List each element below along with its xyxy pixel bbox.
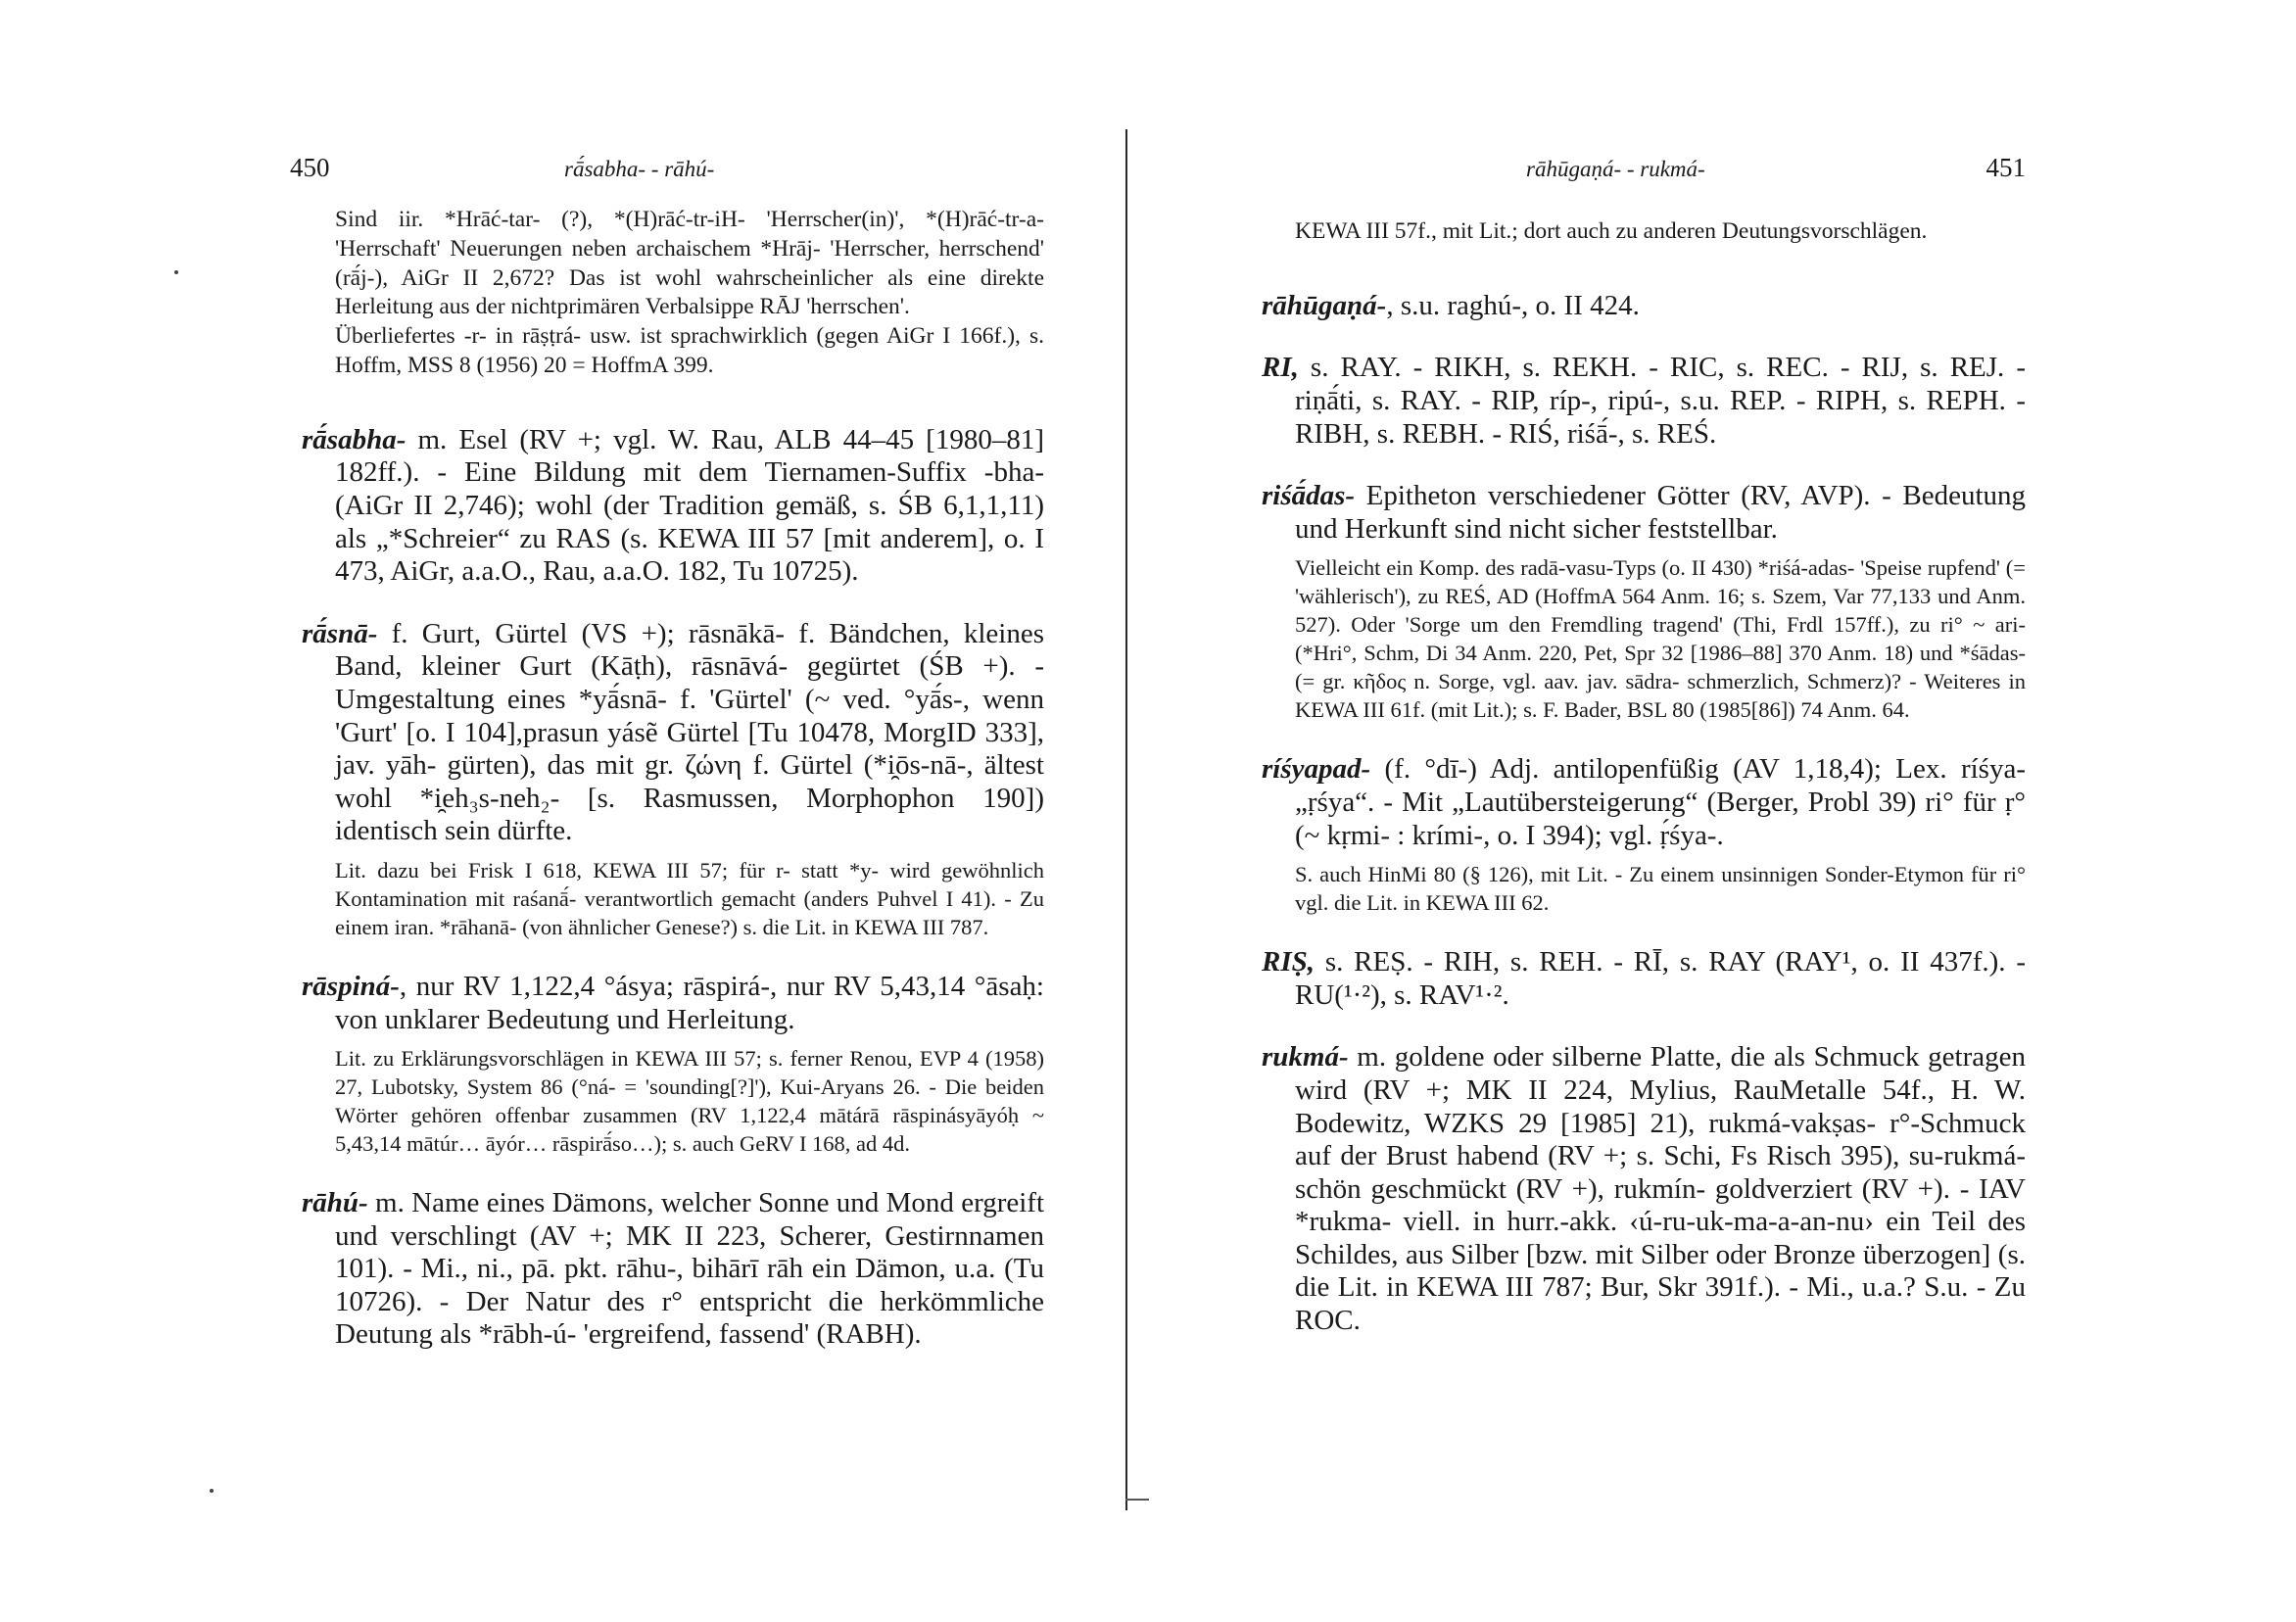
entry-text: f. Gurt, Gürtel (VS +); rāsnākā- f. Bändchen, kleines Band, kleiner Gurt (Kāṭh), rāsnāvá- gegürtet (ŚB +). - Umgestaltung eines *yā́snā- f. 'Gürtel' (~ ved. °yā́s-, wenn 'Gurt' [o. I 104],prasun yásẽ Gürtel [Tu 10478, MorgID 333], jav. yāh- gürten), das mit gr. ζώνη f. Gürtel (*i̯ōs-nā-, ältest wohl *i̯eh₃s-neh₂- [s. Rasmussen, Morphophon 190]) identisch sein dürfte. (335, 617, 1044, 847)
right-page-body (1262, 217, 2026, 1338)
entry-note: Lit. dazu bei Frisk I 618, KEWA III 57; für r- statt *y- wird gewöhnlich Kontamination mit raśanā́- verantwortlich gemacht (anders Puhvel I 41). - Zu einem iran. *rāhanā- (von ähnlicher Genese?) s. die Lit. in KEWA III 787. (335, 857, 1044, 939)
page-number: 450 (290, 153, 330, 182)
right-page-header (1262, 153, 2026, 192)
left-page-header (290, 153, 1044, 192)
entry-text: m. Name eines Dämons, welcher Sonne und Mond ergreift und verschlingt (AV +; MK II 223, Scherer, Gestirnnamen 101). - Mi., ni., pā. pkt. rāhu-, bihārī rāh ein Dämon, u.a. (Tu 10726). - Der Natur des r° entspricht die herkömmliche Deutung als *rābh-ú- 'ergreifend, fassend' (RABH). (335, 1187, 1044, 1351)
dictionary-entry (302, 1187, 1044, 1352)
entry-lemma: rā́snā- (302, 617, 378, 649)
scan-speck (174, 270, 178, 274)
continuation-paragraph: Sind iir. *Hrāć-tar- (?), *(H)rāć-tr-iH- 'Herrscher(in)', *(H)rāć-tr-a- 'Herrschaft' Neuerungen neben archaischem *Hrāj- 'Herrscher, herrschend' (rā́j-), AiGr II 2,672? Das ist wohl wahrscheinlicher als eine direkte Herleitung aus der nichtprimären Verbalsippe RĀJ 'herrschen'. (335, 207, 1044, 320)
running-head: rāhūgaṇá- - rukmá- (1526, 157, 1705, 181)
dictionary-entry (302, 618, 1044, 848)
entry-text: s. RAY. - RIKH, s. REKH. - RIC, s. REC. - RIJ, s. REJ. - riṇā́ti, s. RAY. - RIP, ríp-, ripú-, s.u. REP. - RIPH, s. REPH. - RIBH, s. REBH. - RIŚ, riśā́-, s. REŚ. (1295, 352, 2026, 450)
entry-note: Vielleicht ein Komp. des radā-vasu-Typs (o. II 430) *riśá-adas- 'Speise rupfend' (= 'wählerisch'), zu REŚ, AD (HoffmA 564 Anm. 16; s. Szem, Var 77,133 und Anm. 527). Oder 'Sorge um den Fremdling tragend' (Thi, Frdl 157ff.), zu ri° ~ ari- (*Hri°, Schm, Di 34 Anm. 220, Pet, Spr 32 [1986–88] 370 Anm. 18) und *śādas- (= gr. κῆδος n. Sorge, vgl. aav. jav. sādra- schmerzlich, Schmerz)? - Weiteres in KEWA III 61f. (mit Lit.); s. F. Bader, BSL 80 (1985[86]) 74 Anm. 64. (1295, 555, 2026, 723)
dictionary-entry (302, 424, 1044, 589)
dictionary-entry (1262, 1041, 2026, 1337)
entry-text: , nur RV 1,122,4 °ásya; rāspirá-, nur RV 5,43,14 °āsaḥ: von unklarer Bedeutung und Herleitung. (335, 970, 1044, 1035)
gutter-rule (1125, 129, 1127, 1510)
gutter-mark (1125, 1499, 1149, 1501)
running-head: rā́sabha- - rāhú- (564, 157, 715, 181)
entry-text: (f. °dī-) Adj. antilopenfüßig (AV 1,18,4); Lex. ríśya- „ṛśya“. - Mit „Lautübersteigerung“ (Berger, Probl 39) ri° für ṛ° (~ kṛmi- : krími-, o. I 394); vgl. ṛ́śya-. (1295, 753, 2026, 851)
dictionary-entry (1262, 480, 2026, 546)
entry-lemma: ríśyapad- (1262, 753, 1371, 786)
entry-lemma: rukmá- (1262, 1041, 1349, 1073)
entry-note: S. auch HinMi 80 (§ 126), mit Lit. - Zu einem unsinnigen Sonder-Etymon für ri° vgl. die Lit. in KEWA III 62. (1295, 862, 2026, 916)
dictionary-entry (302, 971, 1044, 1036)
entry-lemma: RI, (1262, 352, 1299, 384)
entry-text: s. REṢ. - RIH, s. REH. - RĪ, s. RAY (RAY¹, o. II 437f.). - RU(¹·²), s. RAV¹·². (1295, 946, 2026, 1011)
left-page-body (302, 206, 1044, 1352)
entry-lemma: rāhūgaṇá- (1262, 289, 1387, 321)
entry-note: Lit. zu Erklärungsvorschlägen in KEWA III 57; s. ferner Renou, EVP 4 (1958) 27, Lubotsky, System 86 (°ná- = 'sounding[?]'), Kui-Aryans 26. - Die beiden Wörter gehören offenbar zusammen (RV 1,122,4 mātárā rāspinásyāyóḥ ~ 5,43,14 mātúr… āyór… rāspirā́so…); s. auch GeRV I 168, ad 4d. (335, 1046, 1044, 1157)
scan-speck (210, 1489, 214, 1493)
dictionary-entry (1262, 753, 2026, 852)
entry-lemma: riśā́das- (1262, 480, 1356, 512)
entry-text: m. goldene oder silberne Platte, die als Schmuck getragen wird (RV +; MK II 224, Mylius, RauMetalle 54f., H. W. Bodewitz, WZKS 29 [1985] 21), rukmá-vakṣas- r°-Schmuck auf der Brust habend (RV +; s. Schi, Fs Risch 395), su-rukmá- schön geschmückt (RV +), rukmín- goldverziert (RV +). - IAV *rukma- viell. in hurr.-akk. ‹ú-ru-uk-ma-a-an-nu› ein Teil des Schildes, aus Silber [bzw. mit Silber oder Bronze überzogen] (s. die Lit. in KEWA III 787; Bur, Skr 391f.). - Mi., u.a.? S.u. - Zu ROC. (1295, 1041, 2026, 1337)
continuation-paragraph: KEWA III 57f., mit Lit.; dort auch zu anderen Deutungsvorschlägen. (1295, 218, 1928, 244)
page-number: 451 (1985, 153, 2026, 182)
entry-lemma: rāspiná- (302, 970, 400, 1002)
continuation-paragraph: Überliefertes -r- in rāṣṭrá- usw. ist sprachwirklich (gegen AiGr I 166f.), s. Hoffm, MSS 8 (1956) 20 = HoffmA 399. (335, 323, 1044, 378)
entry-lemma: rā́sabha- (302, 423, 407, 455)
entry-text: , s.u. raghú-, o. II 424. (1386, 289, 1640, 321)
entry-text: Epitheton verschiedener Götter (RV, AVP). - Bedeutung und Herkunft sind nicht sicher feststellbar. (1295, 480, 2026, 545)
dictionary-entry (1262, 290, 2026, 323)
dictionary-entry (1262, 352, 2026, 451)
dictionary-entry (1262, 946, 2026, 1012)
entry-lemma: rāhú- (302, 1187, 368, 1219)
entry-lemma: RIṢ, (1262, 946, 1315, 978)
entry-text: m. Esel (RV +; vgl. W. Rau, ALB 44–45 [1980–81] 182ff.). - Eine Bildung mit dem Tiernamen-Suffix -bha- (AiGr II 2,746); wohl (der Tradition gemäß, s. ŚB 6,1,1,11) als „*Schreier“ zu RAS (s. KEWA III 57 [mit anderem], o. I 473, AiGr, a.a.O., Rau, a.a.O. 182, Tu 10725). (335, 423, 1044, 588)
